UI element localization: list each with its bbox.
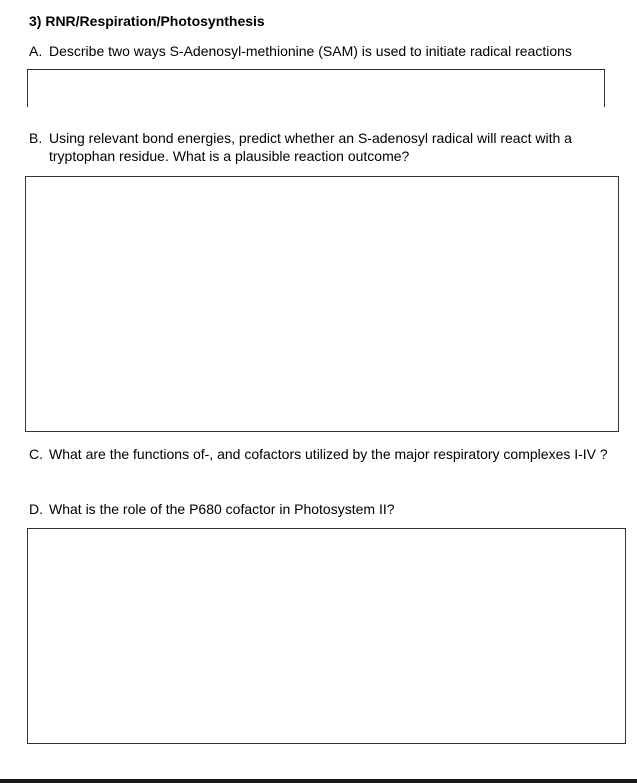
question-c-text: What are the functions of-, and cofactors utilized by the major respiratory complexes I-IV ?: [49, 446, 608, 462]
section-heading: 3) RNR/Respiration/Photosynthesis: [29, 13, 265, 29]
answer-box-d[interactable]: [27, 528, 626, 744]
question-d-text: What is the role of the P680 cofactor in Photosystem II?: [49, 501, 395, 517]
question-c: [29, 445, 629, 463]
question-d-letter: D.: [29, 501, 43, 517]
question-d: [29, 500, 629, 518]
question-b: [29, 129, 629, 165]
question-c-letter: C.: [29, 446, 43, 462]
question-a-letter: A.: [29, 43, 43, 59]
question-b-text: Using relevant bond energies, predict whether an S-adenosyl radical will react with a tryptophan residue. What is a plausible reaction outcome?: [49, 130, 572, 164]
answer-box-b[interactable]: [25, 176, 619, 432]
question-a-text: Describe two ways S-Adenosyl-methionine (SAM) is used to initiate radical reactions: [49, 43, 572, 59]
page-bottom-edge: [0, 779, 637, 783]
question-a: [29, 42, 629, 60]
question-b-letter: B.: [29, 130, 43, 146]
answer-box-a[interactable]: [27, 69, 605, 107]
